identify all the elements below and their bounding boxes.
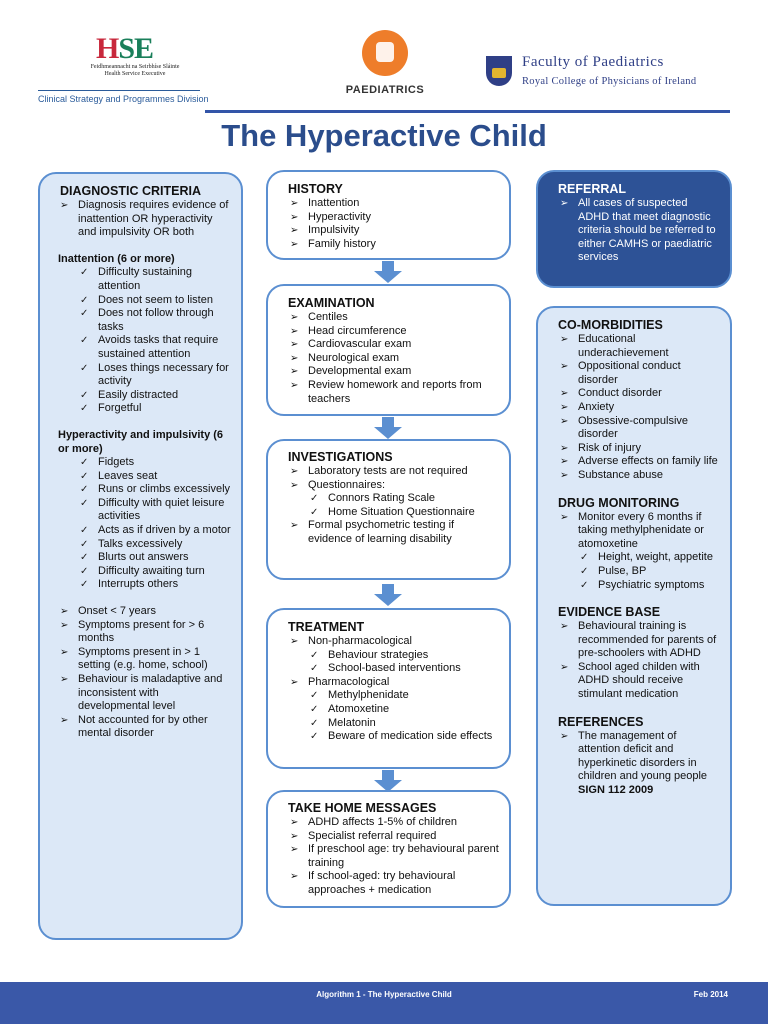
list-item: ➢ Centiles bbox=[290, 311, 348, 323]
footer-bar bbox=[0, 982, 768, 1024]
arrow-bullet-icon: ➢ bbox=[290, 871, 299, 883]
list-item: ➢ Questionnaires: bbox=[290, 478, 386, 491]
arrow-bullet-icon: ➢ bbox=[560, 661, 569, 673]
arrow-bullet-icon: ➢ bbox=[560, 511, 569, 523]
list-item: ✓ Home Situation Questionnaire bbox=[310, 505, 475, 518]
arrow-bullet-icon: ➢ bbox=[290, 325, 299, 337]
list-item: ✓ Melatonin bbox=[310, 716, 376, 729]
arrow-bullet-icon: ➢ bbox=[560, 442, 569, 454]
list-item: ✓ Does not follow through tasks bbox=[80, 307, 214, 333]
paediatrics-icon bbox=[362, 30, 408, 76]
list-item: ➢ All cases of suspected ADHD that meet diagnostic criteria should be referred to either CAMHS or paediatric services bbox=[560, 197, 716, 264]
arrow-bullet-icon: ➢ bbox=[290, 211, 299, 223]
check-icon: ✓ bbox=[310, 506, 319, 518]
check-icon: ✓ bbox=[80, 294, 89, 306]
arrow-bullet-icon: ➢ bbox=[560, 198, 569, 209]
flow-arrow-icon bbox=[374, 261, 402, 283]
hse-small-1: Feidhmeannacht na Seirbhíse Sláinte bbox=[90, 64, 180, 70]
list-item: ➢ Substance abuse bbox=[560, 468, 664, 481]
arrow-bullet-icon: ➢ bbox=[290, 225, 299, 237]
list-item: ➢ Risk of injury bbox=[560, 441, 641, 454]
check-icon: ✓ bbox=[310, 649, 319, 661]
reference-item: ➢ The management of attention deficit and hyperkinetic disorders in children and young people SIGN 112 2009 bbox=[560, 729, 708, 797]
arrow-bullet-icon: ➢ bbox=[290, 198, 299, 209]
list-item: ➢ Not accounted for by other mental disorder bbox=[60, 713, 208, 740]
list-item: ✓ Blurts out answers bbox=[80, 551, 189, 564]
arrow-bullet-icon: ➢ bbox=[560, 334, 569, 345]
arrow-bullet-icon: ➢ bbox=[560, 361, 569, 373]
list-item: ✓ Acts as if driven by a motor bbox=[80, 524, 231, 537]
list-item: ➢ If school-aged: try behavioural approaches + medication bbox=[290, 870, 456, 896]
hse-small-2: Health Service Executive bbox=[104, 71, 166, 77]
list-item: ➢ Inattention bbox=[290, 197, 360, 209]
arrow-bullet-icon: ➢ bbox=[60, 674, 69, 685]
check-icon: ✓ bbox=[80, 525, 89, 537]
referral-heading: REFERRAL bbox=[558, 182, 627, 196]
list-item: ➢ Family history bbox=[290, 237, 376, 250]
treatment-box bbox=[266, 608, 511, 769]
check-icon: ✓ bbox=[80, 538, 89, 550]
take-home-box bbox=[266, 790, 511, 908]
diagnostic-criteria-box bbox=[38, 172, 243, 940]
list-item: ✓ Forgetful bbox=[80, 402, 142, 415]
investigations-box bbox=[266, 439, 511, 580]
arrow-bullet-icon: ➢ bbox=[290, 379, 299, 391]
list-item: ➢ ADHD affects 1-5% of children bbox=[290, 816, 457, 828]
list-item: ➢ Anxiety bbox=[560, 400, 615, 413]
list-item: ✓ Leaves seat bbox=[80, 469, 158, 482]
check-icon: ✓ bbox=[80, 497, 89, 509]
right-info-box bbox=[536, 306, 732, 906]
examination-box bbox=[266, 284, 511, 416]
history-heading: HISTORY bbox=[288, 182, 343, 196]
paediatrics-logo bbox=[330, 30, 440, 96]
list-item: ✓ Runs or climbs excessively bbox=[80, 483, 231, 496]
check-icon: ✓ bbox=[310, 717, 319, 729]
history-box bbox=[266, 170, 511, 260]
arrow-bullet-icon: ➢ bbox=[560, 456, 569, 468]
list-item: ✓ Interrupts others bbox=[80, 578, 179, 591]
take-home-heading: TAKE HOME MESSAGES bbox=[288, 801, 437, 815]
check-icon: ✓ bbox=[80, 403, 89, 415]
check-icon: ✓ bbox=[80, 579, 89, 591]
list-item: ➢ Hyperactivity bbox=[290, 210, 371, 223]
list-item: ✓ Talks excessively bbox=[80, 537, 183, 550]
arrow-bullet-icon: ➢ bbox=[290, 352, 299, 364]
list-item: ➢ Laboratory tests are not required bbox=[290, 465, 468, 477]
list-item: ➢ Review homework and reports from teachers bbox=[290, 378, 482, 405]
arrow-bullet-icon: ➢ bbox=[560, 730, 569, 742]
check-icon: ✓ bbox=[80, 457, 89, 469]
arrow-bullet-icon: ➢ bbox=[560, 469, 569, 481]
list-item: ✓ Loses things necessary for activity bbox=[80, 361, 229, 388]
check-icon: ✓ bbox=[80, 308, 89, 320]
hyperactivity-list bbox=[58, 456, 233, 592]
arrow-bullet-icon: ➢ bbox=[560, 388, 569, 400]
list-item: ➢ Head circumference bbox=[290, 324, 407, 337]
arrow-bullet-icon: ➢ bbox=[560, 621, 569, 633]
check-icon: ✓ bbox=[80, 470, 89, 482]
faculty-title: Faculty of Paediatrics bbox=[522, 54, 664, 70]
arrow-bullet-icon: ➢ bbox=[290, 312, 299, 323]
comorbidities-heading: CO-MORBIDITIES bbox=[558, 318, 663, 332]
investigations-heading: INVESTIGATIONS bbox=[288, 450, 393, 464]
list-item: ✓ Easily distracted bbox=[80, 388, 179, 401]
arrow-bullet-icon: ➢ bbox=[290, 479, 299, 491]
evidence-base-heading: EVIDENCE BASE bbox=[558, 605, 661, 620]
diagnostic-heading: DIAGNOSTIC CRITERIA bbox=[60, 184, 201, 198]
list-item: ✓ Methylphenidate bbox=[310, 689, 409, 702]
treatment-heading: TREATMENT bbox=[288, 620, 365, 634]
list-item: ➢ Conduct disorder bbox=[560, 387, 662, 400]
list-item: ➢ Monitor every 6 months if taking methylphenidate or atomoxetine bbox=[560, 510, 704, 550]
arrow-bullet-icon: ➢ bbox=[290, 520, 299, 532]
hse-division: Clinical Strategy and Programmes Division bbox=[38, 94, 209, 104]
list-item: ➢ Symptoms present for > 6 months bbox=[60, 618, 205, 645]
flow-arrow-icon bbox=[374, 770, 402, 792]
paediatrics-label: PAEDIATRICS bbox=[345, 84, 425, 96]
list-item: ➢ School aged childen with ADHD should receive stimulant medication bbox=[560, 660, 700, 701]
list-item: ➢ Educational underachievement bbox=[560, 333, 669, 359]
check-icon: ✓ bbox=[80, 552, 89, 564]
check-icon: ✓ bbox=[80, 267, 89, 279]
arrow-bullet-icon: ➢ bbox=[60, 619, 69, 631]
list-item: ✓ Height, weight, appetite bbox=[580, 551, 713, 564]
arrow-bullet-icon: ➢ bbox=[60, 606, 69, 618]
list-item: ✓ Behaviour strategies bbox=[310, 648, 429, 661]
list-item: ➢ If preschool age: try behavioural parent training bbox=[290, 843, 499, 869]
list-item: ✓ Does not seem to listen bbox=[80, 293, 213, 306]
check-icon: ✓ bbox=[80, 484, 89, 496]
examination-heading: EXAMINATION bbox=[288, 296, 375, 310]
flow-arrow-icon bbox=[374, 584, 402, 606]
list-item: ✓ Difficulty sustaining attention bbox=[80, 266, 192, 292]
arrow-bullet-icon: ➢ bbox=[290, 366, 299, 378]
list-item: ➢ Specialist referral required bbox=[290, 829, 437, 842]
diagnostic-intro: ➢ Diagnosis requires evidence of inattention OR hyperactivity and impulsivity OR both bbox=[60, 199, 229, 239]
arrow-bullet-icon: ➢ bbox=[60, 646, 69, 658]
check-icon: ✓ bbox=[580, 565, 589, 577]
arrow-bullet-icon: ➢ bbox=[290, 636, 299, 647]
arrow-bullet-icon: ➢ bbox=[560, 401, 569, 413]
crest-icon bbox=[486, 56, 512, 86]
footer-date: Feb 2014 bbox=[693, 990, 728, 999]
list-item: ✓ Difficulty awaiting turn bbox=[80, 564, 205, 577]
list-item: ➢ Pharmacological bbox=[290, 675, 390, 688]
hse-logo bbox=[70, 34, 200, 78]
check-icon: ✓ bbox=[310, 690, 319, 702]
flow-arrow-icon bbox=[374, 417, 402, 439]
list-item: ➢ Adverse effects on family life bbox=[560, 455, 718, 468]
faculty-subtitle: Royal College of Physicians of Ireland bbox=[522, 76, 697, 87]
title-rule bbox=[205, 110, 730, 113]
check-icon: ✓ bbox=[80, 362, 89, 374]
list-item: ➢ Onset < 7 years bbox=[60, 605, 156, 618]
list-item: ✓ Atomoxetine bbox=[310, 702, 390, 715]
list-item: ➢ Cardiovascular exam bbox=[290, 338, 412, 351]
list-item: ➢ Oppositional conduct disorder bbox=[560, 360, 681, 386]
arrow-bullet-icon: ➢ bbox=[290, 238, 299, 250]
arrow-bullet-icon: ➢ bbox=[290, 817, 299, 828]
drug-monitoring-heading: DRUG MONITORING bbox=[558, 495, 680, 510]
arrow-bullet-icon: ➢ bbox=[290, 339, 299, 351]
hse-mark: HSE bbox=[96, 32, 154, 65]
arrow-bullet-icon: ➢ bbox=[290, 844, 299, 856]
footer-title: Algorithm 1 - The Hyperactive Child bbox=[316, 990, 452, 999]
check-icon: ✓ bbox=[80, 335, 89, 347]
arrow-bullet-icon: ➢ bbox=[60, 714, 69, 726]
check-icon: ✓ bbox=[580, 552, 589, 564]
check-icon: ✓ bbox=[310, 493, 319, 505]
arrow-bullet-icon: ➢ bbox=[290, 466, 299, 477]
list-item: ✓ Connors Rating Scale bbox=[310, 492, 436, 505]
list-item: ✓ Pulse, BP bbox=[580, 564, 647, 577]
other-criteria-list bbox=[58, 605, 233, 741]
page-title: The Hyperactive Child bbox=[221, 118, 547, 153]
hse-divider bbox=[38, 90, 200, 91]
list-item: ✓ Fidgets bbox=[80, 456, 135, 469]
inattention-heading: Inattention (6 or more) bbox=[58, 252, 175, 265]
arrow-bullet-icon: ➢ bbox=[290, 830, 299, 842]
list-item: ➢ Impulsivity bbox=[290, 224, 360, 237]
list-item: ➢ Symptoms present in > 1 setting (e.g. home, school) bbox=[60, 645, 208, 672]
check-icon: ✓ bbox=[310, 731, 319, 743]
referral-box bbox=[536, 170, 732, 288]
list-item: ➢ Behaviour is maladaptive and inconsistent with developmental level bbox=[60, 673, 223, 713]
arrow-bullet-icon: ➢ bbox=[60, 200, 69, 211]
list-item: ✓ Avoids tasks that require sustained attention bbox=[80, 334, 219, 360]
arrow-bullet-icon: ➢ bbox=[560, 415, 569, 427]
check-icon: ✓ bbox=[310, 703, 319, 715]
list-item: ➢ Non-pharmacological bbox=[290, 635, 412, 647]
check-icon: ✓ bbox=[310, 663, 319, 675]
list-item: ✓ Difficulty with quiet leisure activities bbox=[80, 496, 225, 523]
sign-reference: SIGN 112 2009 bbox=[578, 784, 654, 797]
list-item: ➢ Obsessive-compulsive disorder bbox=[560, 414, 689, 441]
arrow-bullet-icon: ➢ bbox=[290, 676, 299, 688]
list-item: ➢ Formal psychometric testing if evidence of learning disability bbox=[290, 519, 455, 545]
check-icon: ✓ bbox=[80, 565, 89, 577]
list-item: ✓ Beware of medication side effects bbox=[310, 730, 493, 743]
list-item: ✓ Psychiatric symptoms bbox=[580, 578, 705, 591]
list-item: ➢ Neurological exam bbox=[290, 351, 400, 364]
list-item: ✓ School-based interventions bbox=[310, 662, 461, 675]
references-heading: REFERENCES bbox=[558, 714, 644, 729]
check-icon: ✓ bbox=[580, 579, 589, 591]
hyperactivity-heading: Hyperactivity and impulsivity (6 or more) bbox=[58, 428, 224, 455]
list-item: ➢ Behavioural training is recommended for parents of pre-schoolers with ADHD bbox=[560, 620, 717, 660]
check-icon: ✓ bbox=[80, 389, 89, 401]
list-item: ➢ Developmental exam bbox=[290, 365, 412, 378]
inattention-list bbox=[58, 266, 233, 416]
